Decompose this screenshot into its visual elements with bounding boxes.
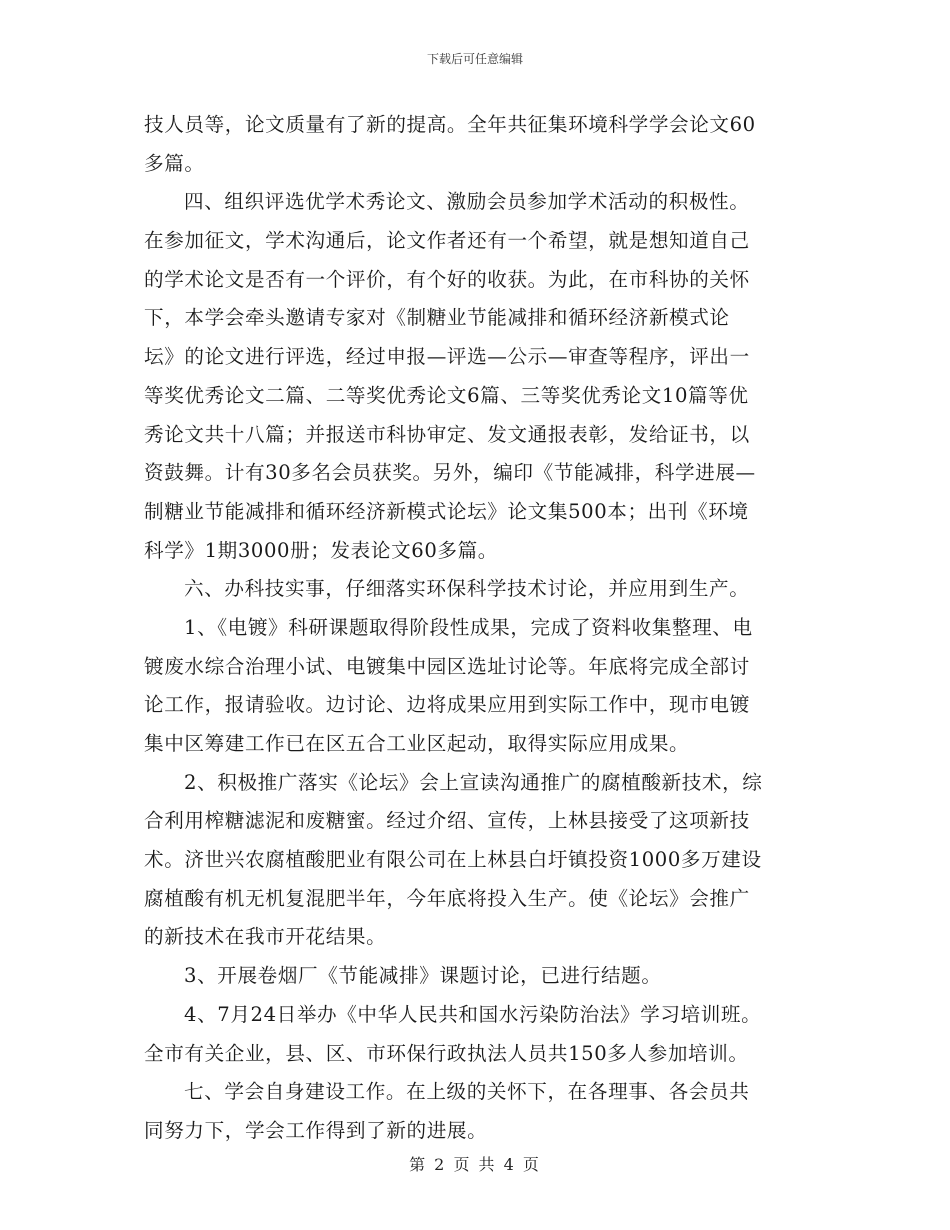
text-line: 的新技术在我市开花结果。 xyxy=(144,925,387,949)
text-line: 资鼓舞。计有30多名会员获奖。另外，编印《节能减排，科学进展— xyxy=(144,461,756,485)
text-line: 下，本学会牵头邀请专家对《制糖业节能减排和循环经济新模式论 xyxy=(144,306,730,330)
paragraph-start-line: 2、积极推广落实《论坛》会上宣读沟通推广的腐植酸新技术，综 xyxy=(184,770,763,794)
paragraph-start-line: 六、办科技实事，仔细落实环保科学技术讨论，并应用到生产。 xyxy=(184,577,750,601)
text-line: 术。济世兴农腐植酸肥业有限公司在上林县白圩镇投资1000多万建设 xyxy=(144,848,762,872)
text-line: 科学》1期3000册；发表论文60多篇。 xyxy=(144,538,498,562)
page-header: 下载后可任意编辑 xyxy=(426,52,523,66)
text-line: 坛》的论文进行评选，经过申报—评选—公示—审查等程序，评出一 xyxy=(144,345,750,369)
paragraph-start-line: 4、7月24日举办《中华人民共和国水污染防治法》学习培训班。 xyxy=(184,1002,762,1026)
text-line: 集中区筹建工作已在区五合工业区起动，取得实际应用成果。 xyxy=(144,732,690,755)
paragraph-start-line: 3、开展卷烟厂《节能减排》课题讨论，已进行结题。 xyxy=(184,964,662,988)
document-body xyxy=(144,106,808,1151)
text-line: 论工作，报请验收。边讨论、边将成果应用到实际工作中，现市电镀 xyxy=(144,693,750,717)
text-line: 等奖优秀论文二篇、二等奖优秀论文6篇、三等奖优秀论文10篇等优 xyxy=(144,383,749,407)
text-line: 多篇。 xyxy=(144,151,205,175)
paragraph-start-line: 1、《电镀》科研课题取得阶段性成果，完成了资料收集整理、电 xyxy=(184,615,753,639)
text-line: 同努力下，学会工作得到了新的进展。 xyxy=(144,1118,488,1142)
text-line: 镀废水综合治理小试、电镀集中园区选址讨论等。年底将完成全部讨 xyxy=(144,654,750,678)
text-line: 技人员等，论文质量有了新的提高。全年共征集环境科学学会论文60 xyxy=(144,113,756,136)
text-line: 的学术论文是否有一个评价，有个好的收获。为此，在市科协的关怀 xyxy=(144,267,750,291)
text-line: 秀论文共十八篇；并报送市科协审定、发文通报表彰，发给证书，以 xyxy=(144,422,750,446)
paragraph-start-line: 四、组织评选优学术秀论文、激励会员参加学术活动的积极性。 xyxy=(184,190,750,214)
page-number-footer: 第 2 页 共 4 页 xyxy=(409,1155,541,1174)
text-line: 制糖业节能减排和循环经济新模式论坛》论文集500本；出刊《环境 xyxy=(144,499,749,523)
text-line: 腐植酸有机无机复混肥半年，今年底将投入生产。使《论坛》会推广 xyxy=(144,886,750,910)
paragraph-start-line: 七、学会自身建设工作。在上级的关怀下，在各理事、各会员共 xyxy=(184,1080,750,1104)
text-line: 全市有关企业，县、区、市环保行政执法人员共150多人参加培训。 xyxy=(144,1041,749,1065)
text-line: 合利用榨糖滤泥和废糖蜜。经过介绍、宣传，上林县接受了这项新技 xyxy=(144,809,750,833)
text-line: 在参加征文，学术沟通后，论文作者还有一个希望，就是想知道自己 xyxy=(144,229,750,253)
